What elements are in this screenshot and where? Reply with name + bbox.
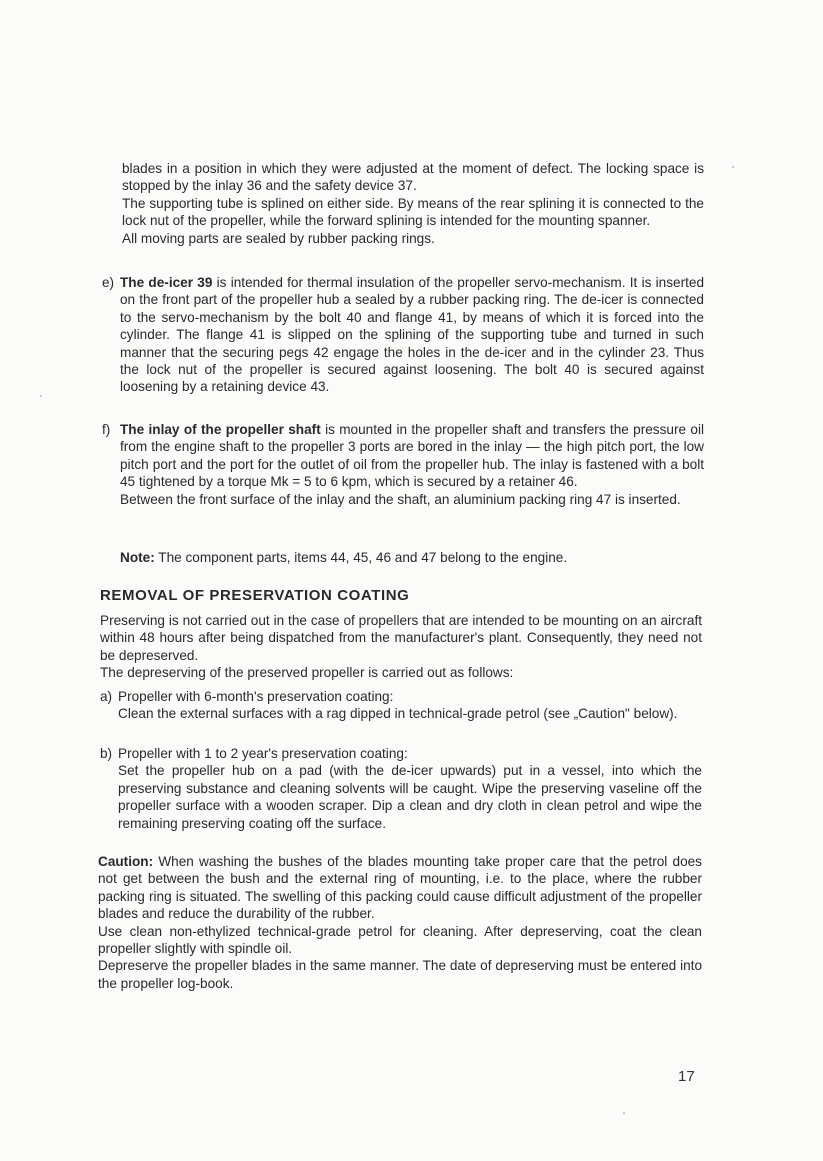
paragraph: Depreserve the propeller blades in the same manner. The date of depreserving must be entered into the propeller log-book. [98, 958, 702, 991]
item-text: The inlay of the propeller shaft is mounted in the propeller shaft and transfers the pressure oil from the engine shaft to the propeller 3 ports are bored in the inlay — the high pitch port, the low pitch port and the port for the outlet of oil from the propeller hub. The inlay is fastened with a bolt 45 tightened by a torque Mk = 5 to 6 kpm, which is secured by a retainer 46. [120, 422, 704, 490]
item-text-2: Between the front surface of the inlay and the shaft, an aluminium packing ring 47 is inserted. [120, 491, 681, 507]
caution-text: Caution: When washing the bushes of the blades mounting take proper care that the petrol does not get between the bush and the external ring of mounting, i.e. to the place, where the rubber packing ring is situated. The swelling of this packing could cause difficult adjustment of the propeller blades and reduce the durability of the rubber. [98, 854, 702, 922]
item-heading: Propeller with 6-month's preservation coating: [118, 689, 394, 704]
section-heading: REMOVAL OF PRESERVATION COATING [100, 587, 410, 604]
paragraph: All moving parts are sealed by rubber packing rings. [122, 230, 435, 246]
note-label: Note: [120, 550, 155, 565]
paragraph: Preserving is not carried out in the case of propellers that are intended to be mounting on an aircraft within 48 hours after being dispatched from the manufacturer's plant. Consequently, they need not be depreserved. [100, 613, 702, 663]
paragraph: blades in a position in which they were adjusted at the moment of defect. The locking space is stopped by the inlay 36 and the safety device 37. [122, 161, 704, 194]
item-marker: a) [100, 689, 113, 704]
scan-speck [732, 166, 734, 168]
item-marker: e) [102, 275, 115, 290]
removal-item-6-month [100, 688, 702, 723]
note [120, 549, 704, 566]
page-number: 17 [678, 1068, 695, 1085]
note-text: The component parts, items 44, 45, 46 and 47 belong to the engine. [158, 550, 568, 565]
scan-speck [40, 395, 42, 397]
item-marker: f) [102, 422, 111, 437]
item-text: Clean the external surfaces with a rag dipped in technical-grade petrol (see „Caution" below). [118, 706, 678, 722]
paragraph: The depreserving of the preserved propeller is carried out as follows: [100, 665, 514, 681]
caution-label: Caution: [98, 854, 154, 869]
continuation-text [122, 160, 704, 247]
item-inlay [102, 421, 704, 508]
scan-speck [623, 1112, 625, 1114]
item-title: The inlay of the propeller shaft [120, 422, 321, 437]
paragraph: The supporting tube is splined on either side. By means of the rear splining it is connected to the lock nut of the propeller, while the forward splining is intended for the mounting spanner. [122, 195, 704, 229]
item-marker: b) [100, 746, 113, 761]
paragraph: Use clean non-ethylized technical-grade petrol for cleaning. After depreserving, coat the clean propeller slightly with spindle oil. [98, 923, 702, 957]
item-de-icer [102, 274, 704, 396]
item-heading: Propeller with 1 to 2 year's preservation coating: [118, 746, 408, 761]
removal-intro [100, 612, 702, 682]
caution-block [98, 853, 702, 992]
item-title: The de-icer 39 [120, 275, 213, 290]
item-text: The de-icer 39 is intended for thermal insulation of the propeller servo-mechanism. It is inserted on the front part of the propeller hub a sealed by a rubber packing ring. The de-icer is connected to the servo-mechanism by the bolt 40 and flange 41, by means of which it is forced into the cylinder. The flange 41 is slipped on the splining of the supporting tube and turned in such manner that the securing pegs 42 engage the holes in the de-icer and in the cylinder 23. Thus the lock nut of the propeller is secured against loosening. The bolt 40 is secured against loosening by a retaining device 43. [120, 275, 705, 395]
item-text: Set the propeller hub on a pad (with the de-icer upwards) put in a vessel, into which the preserving substance and cleaning solvents will be caught. Wipe the preserving vaseline off the propeller surface with a wooden scraper. Dip a clean and dry cloth in clean petrol and wipe the remaining preserving coating off the surface. [118, 763, 702, 831]
removal-item-1-2-year [100, 745, 702, 832]
